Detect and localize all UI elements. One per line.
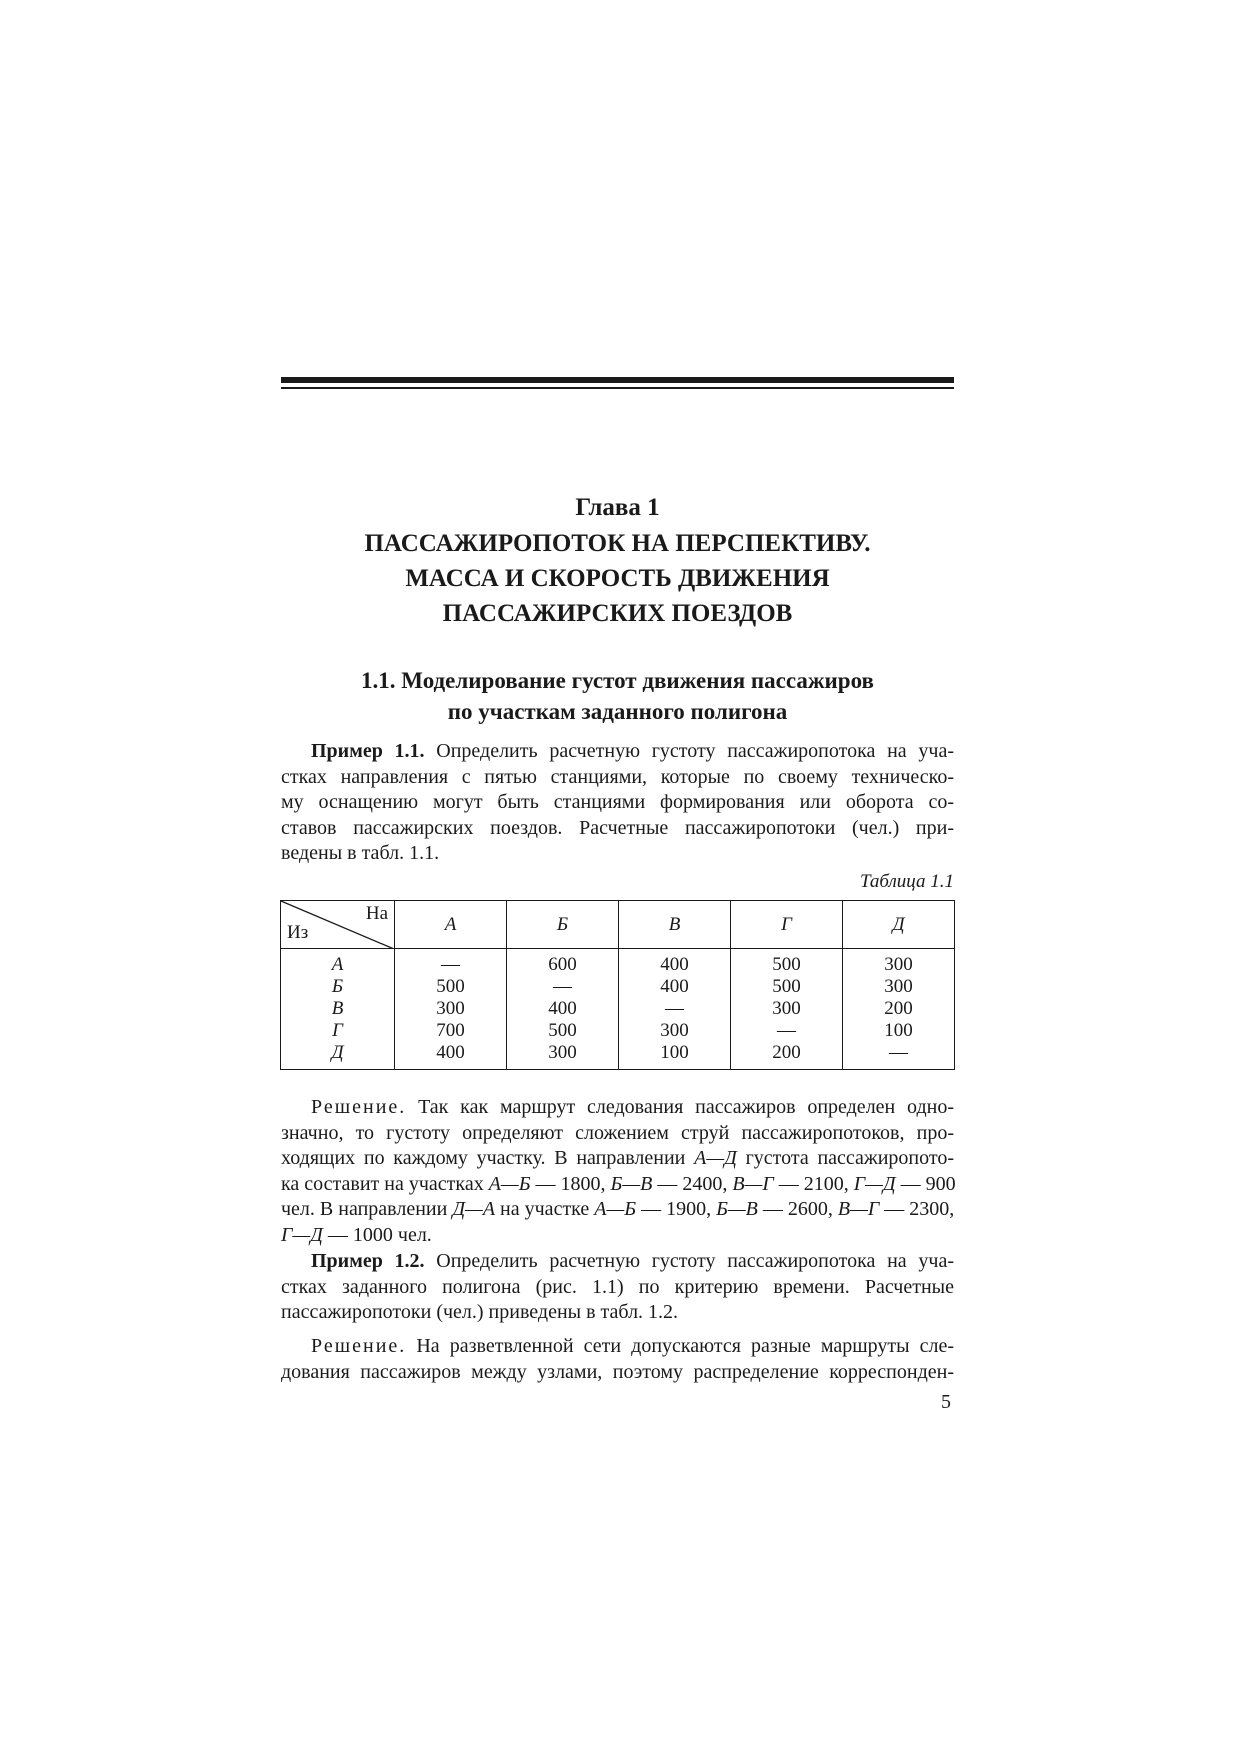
table-cell: 300 [507, 1042, 619, 1070]
table-cell: — [395, 949, 507, 977]
row-header: Д [281, 1042, 395, 1070]
table-cell: 400 [619, 949, 731, 977]
example-2-paragraph [281, 1249, 954, 1326]
text-line: дования пассажиров между узлами, поэтому распределение корреспонден- [281, 1360, 954, 1383]
table-cell: 500 [731, 976, 843, 998]
chapter-title-line: МАССА И СКОРОСТЬ ДВИЖЕНИЯ [405, 565, 830, 592]
text-span-italic: В—Г [732, 1172, 774, 1195]
text-line: ставов пассажирских поездов. Расчетные пассажиропотоки (чел.) при- [281, 816, 954, 839]
table-cell: 100 [619, 1042, 731, 1070]
table-corner-cell [281, 901, 395, 949]
table-caption: Таблица 1.1 [860, 871, 954, 892]
example-label: Пример 1.2. [311, 1250, 425, 1272]
text-line [281, 1095, 954, 1121]
text-span: Так как маршрут следования пассажиров определен одно- [406, 1096, 954, 1118]
text-span: — 1900, [636, 1198, 717, 1220]
text-span: ходящих по каждому участку. В направлении [281, 1147, 695, 1169]
text-span: Определить расчетную густоту пассажиропотока на уча- [424, 740, 954, 762]
text-span: чел. В направлении [281, 1198, 453, 1220]
column-header: В [619, 901, 731, 949]
solution-1-paragraph [281, 1095, 954, 1248]
table-cell: 600 [507, 949, 619, 977]
table-cell: 300 [395, 998, 507, 1020]
text-span: — 1800, [530, 1172, 611, 1195]
corner-label-to: На [365, 903, 388, 924]
text-span-italic: А—Б [594, 1198, 637, 1220]
text-line: значно, то густоту определяют сложением струй пассажиропотоков, про- [281, 1121, 954, 1144]
row-header: В [281, 998, 395, 1020]
table-row [281, 1042, 955, 1070]
example-label: Пример 1.1. [311, 740, 425, 762]
section-title [281, 665, 954, 727]
text-line [281, 1197, 954, 1223]
table-cell: 400 [395, 1042, 507, 1070]
table-cell: — [731, 1020, 843, 1042]
text-span: — 2600, [757, 1198, 838, 1220]
header-rule-thin [281, 387, 954, 389]
text-span: На разветвленной сети допускаются разные маршруты сле- [406, 1335, 954, 1357]
text-span: — 1000 чел. [322, 1223, 432, 1246]
text-span-italic: А—Б [488, 1172, 531, 1195]
table-cell: 200 [731, 1042, 843, 1070]
text-span: густота пассажиропото- [736, 1147, 954, 1169]
text-span-italic: Б—В [610, 1172, 653, 1195]
page-number: 5 [941, 1391, 951, 1413]
example-1-paragraph [281, 739, 954, 867]
row-header: Б [281, 976, 395, 998]
passenger-flow-table [280, 900, 955, 1070]
text-span-italic: В—Г [837, 1198, 880, 1220]
chapter-number: Глава 1 [575, 494, 660, 521]
text-span-italic: Г—Д [281, 1223, 323, 1246]
text-span: — 900 [895, 1172, 956, 1195]
table-row [281, 976, 955, 998]
text-line [281, 1146, 954, 1172]
table-cell: 500 [731, 949, 843, 977]
text-span: Определить расчетную густоту пассажиропотока на уча- [424, 1250, 954, 1272]
text-span-italic: Г—Д [853, 1172, 896, 1195]
table-cell: 700 [395, 1020, 507, 1042]
text-line [281, 739, 954, 765]
section-title-line: по участкам заданного полигона [447, 699, 788, 724]
table-cell: 200 [843, 998, 955, 1020]
chapter-title [281, 526, 954, 631]
text-line [281, 1172, 954, 1198]
table-cell: 300 [619, 1020, 731, 1042]
row-header: А [281, 949, 395, 977]
solution-label: Решение. [311, 1335, 407, 1357]
table-cell: — [843, 1042, 955, 1070]
header-rule-thick [281, 377, 954, 383]
text-line: ведены в табл. 1.1. [281, 842, 440, 864]
text-line [281, 1223, 954, 1249]
table-cell: 400 [619, 976, 731, 998]
text-span: — 2100, [773, 1172, 854, 1195]
table-row [281, 998, 955, 1020]
text-span-italic: А—Д [694, 1147, 737, 1169]
table-cell: — [507, 976, 619, 998]
text-line: стках направления с пятью станциями, которые по своему техническо- [281, 765, 954, 788]
row-header: Г [281, 1020, 395, 1042]
table-header-row [281, 901, 955, 949]
text-span-italic: Д—А [452, 1198, 496, 1220]
text-line: стках заданного полигона (рис. 1.1) по критерию времени. Расчетные [281, 1275, 954, 1298]
column-header: Г [731, 901, 843, 949]
table-cell: 300 [843, 976, 955, 998]
text-line: пассажиропотоки (чел.) приведены в табл. 1.2. [281, 1301, 679, 1323]
text-line [281, 1334, 954, 1360]
chapter-title-line: ПАССАЖИРСКИХ ПОЕЗДОВ [442, 600, 793, 627]
table-row [281, 1020, 955, 1042]
chapter-title-line: ПАССАЖИРОПОТОК НА ПЕРСПЕКТИВУ. [364, 530, 871, 557]
table-cell: 500 [507, 1020, 619, 1042]
table-cell: 300 [731, 998, 843, 1020]
table-cell: — [619, 998, 731, 1020]
text-span: — 2400, [652, 1172, 733, 1195]
column-header: А [395, 901, 507, 949]
column-header: Б [507, 901, 619, 949]
table-cell: 400 [507, 998, 619, 1020]
table-cell: 500 [395, 976, 507, 998]
solution-2-paragraph [281, 1334, 954, 1385]
text-span: на участке [495, 1198, 595, 1220]
table-cell: 100 [843, 1020, 955, 1042]
table-cell: 300 [843, 949, 955, 977]
text-line: му оснащению могут быть станциями формирования или оборота со- [281, 791, 954, 813]
text-span: ка составит на участках [281, 1172, 489, 1195]
text-span: — 2300, [879, 1198, 955, 1220]
solution-label: Решение. [311, 1096, 407, 1118]
text-span-italic: Б—В [716, 1198, 758, 1220]
corner-label-from: Из [287, 922, 309, 943]
section-title-line: 1.1. Моделирование густот движения пассажиров [361, 668, 874, 693]
table-row [281, 949, 955, 977]
text-line [281, 1249, 954, 1275]
column-header: Д [843, 901, 955, 949]
